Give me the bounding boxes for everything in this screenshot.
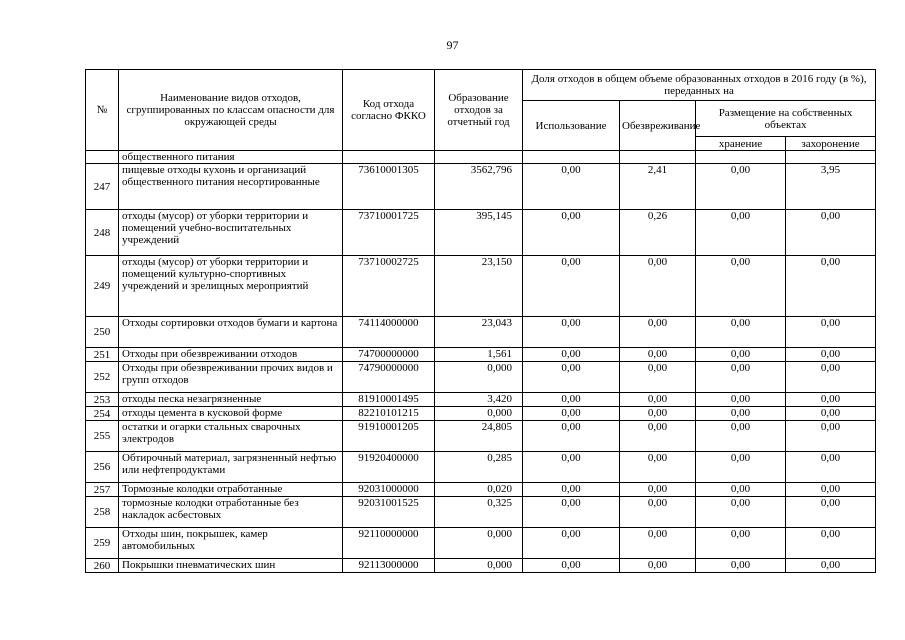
- header-no: №: [86, 70, 119, 151]
- header-formation: Образование отходов за отчетный год: [435, 70, 523, 151]
- neutralization-share: 0,26: [620, 210, 696, 256]
- storage-share: 0,00: [696, 164, 786, 210]
- waste-code: 74700000000: [343, 348, 435, 362]
- waste-name: отходы песка незагрязненные: [119, 393, 343, 407]
- burial-share: 0,00: [786, 559, 876, 573]
- formation-amount: 1,561: [435, 348, 523, 362]
- formation-amount: 395,145: [435, 210, 523, 256]
- continuation-text: общественного питания: [119, 151, 343, 164]
- storage-share: 0,00: [696, 483, 786, 497]
- use-share: 0,00: [523, 452, 620, 483]
- neutralization-share: 0,00: [620, 348, 696, 362]
- row-number: 255: [86, 421, 119, 452]
- formation-amount: 0,000: [435, 528, 523, 559]
- neutralization-share: 0,00: [620, 483, 696, 497]
- waste-code: 91920400000: [343, 452, 435, 483]
- burial-share: 0,00: [786, 256, 876, 317]
- neutralization-share: 0,00: [620, 317, 696, 348]
- burial-share: 0,00: [786, 421, 876, 452]
- use-share: 0,00: [523, 317, 620, 348]
- burial-share: 0,00: [786, 210, 876, 256]
- table-row: [86, 393, 876, 407]
- table-body: [86, 151, 876, 573]
- continuation-row: [86, 151, 876, 164]
- row-number: 253: [86, 393, 119, 407]
- table-row: [86, 362, 876, 393]
- storage-share: 0,00: [696, 317, 786, 348]
- table-row: [86, 483, 876, 497]
- header-placement: Размещение на собственных объектах: [696, 101, 876, 137]
- waste-code: 73710001725: [343, 210, 435, 256]
- neutralization-share: 0,00: [620, 393, 696, 407]
- storage-share: 0,00: [696, 210, 786, 256]
- use-share: 0,00: [523, 497, 620, 528]
- waste-code: 81910001495: [343, 393, 435, 407]
- table-row: [86, 497, 876, 528]
- use-share: 0,00: [523, 256, 620, 317]
- waste-name: отходы (мусор) от уборки территории и помещений учебно-воспитательных учреждений: [119, 210, 343, 256]
- use-share: 0,00: [523, 348, 620, 362]
- row-number: 256: [86, 452, 119, 483]
- neutralization-share: 0,00: [620, 528, 696, 559]
- row-number: 251: [86, 348, 119, 362]
- row-number: 259: [86, 528, 119, 559]
- formation-amount: 0,000: [435, 362, 523, 393]
- waste-code: 73610001305: [343, 164, 435, 210]
- use-share: 0,00: [523, 362, 620, 393]
- formation-amount: 0,285: [435, 452, 523, 483]
- formation-amount: 0,325: [435, 497, 523, 528]
- header-burial: захоронение: [786, 137, 876, 151]
- use-share: 0,00: [523, 210, 620, 256]
- burial-share: 0,00: [786, 452, 876, 483]
- storage-share: 0,00: [696, 559, 786, 573]
- formation-amount: 3,420: [435, 393, 523, 407]
- burial-share: 0,00: [786, 393, 876, 407]
- waste-name: Отходы при обезвреживании отходов: [119, 348, 343, 362]
- waste-code: 92113000000: [343, 559, 435, 573]
- storage-share: 0,00: [696, 421, 786, 452]
- burial-share: 0,00: [786, 362, 876, 393]
- formation-amount: 23,150: [435, 256, 523, 317]
- row-number: 252: [86, 362, 119, 393]
- waste-name: Тормозные колодки отработанные: [119, 483, 343, 497]
- waste-name: Отходы сортировки отходов бумаги и картона: [119, 317, 343, 348]
- use-share: 0,00: [523, 164, 620, 210]
- neutralization-share: 0,00: [620, 362, 696, 393]
- waste-name: Отходы шин, покрышек, камер автомобильных: [119, 528, 343, 559]
- use-share: 0,00: [523, 407, 620, 421]
- row-number: 257: [86, 483, 119, 497]
- neutralization-share: 0,00: [620, 407, 696, 421]
- burial-share: 0,00: [786, 497, 876, 528]
- use-share: 0,00: [523, 528, 620, 559]
- waste-code: 92031001525: [343, 497, 435, 528]
- storage-share: 0,00: [696, 528, 786, 559]
- table-row: [86, 348, 876, 362]
- burial-share: 0,00: [786, 348, 876, 362]
- waste-code: 91910001205: [343, 421, 435, 452]
- waste-name: отходы цемента в кусковой форме: [119, 407, 343, 421]
- header-neutral: Обезвреживание: [620, 101, 696, 151]
- neutralization-share: 0,00: [620, 559, 696, 573]
- use-share: 0,00: [523, 393, 620, 407]
- formation-amount: 0,020: [435, 483, 523, 497]
- table-row: [86, 256, 876, 317]
- waste-code: 82210101215: [343, 407, 435, 421]
- storage-share: 0,00: [696, 452, 786, 483]
- burial-share: 0,00: [786, 528, 876, 559]
- table-header: [86, 70, 876, 151]
- waste-name: отходы (мусор) от уборки территории и помещений культурно-спортивных учреждений и зрелищных мероприятий: [119, 256, 343, 317]
- waste-code: 74790000000: [343, 362, 435, 393]
- storage-share: 0,00: [696, 362, 786, 393]
- use-share: 0,00: [523, 559, 620, 573]
- waste-name: пищевые отходы кухонь и организаций общественного питания несортированные: [119, 164, 343, 210]
- waste-table: [85, 69, 876, 573]
- neutralization-share: 0,00: [620, 421, 696, 452]
- storage-share: 0,00: [696, 348, 786, 362]
- formation-amount: 23,043: [435, 317, 523, 348]
- formation-amount: 0,000: [435, 559, 523, 573]
- storage-share: 0,00: [696, 407, 786, 421]
- neutralization-share: 0,00: [620, 497, 696, 528]
- storage-share: 0,00: [696, 497, 786, 528]
- use-share: 0,00: [523, 421, 620, 452]
- storage-share: 0,00: [696, 256, 786, 317]
- burial-share: 0,00: [786, 317, 876, 348]
- table-row: [86, 210, 876, 256]
- table-row: [86, 528, 876, 559]
- table-row: [86, 317, 876, 348]
- header-share: Доля отходов в общем объеме образованных отходов в 2016 году (в %), переданных на: [523, 70, 876, 101]
- header-name: Наименование видов отходов, сгруппированных по классам опасности для окружающей среды: [119, 70, 343, 151]
- table-row: [86, 164, 876, 210]
- formation-amount: 0,000: [435, 407, 523, 421]
- waste-code: 92031000000: [343, 483, 435, 497]
- burial-share: 0,00: [786, 407, 876, 421]
- neutralization-share: 2,41: [620, 164, 696, 210]
- waste-name: тормозные колодки отработанные без накладок асбестовых: [119, 497, 343, 528]
- formation-amount: 24,805: [435, 421, 523, 452]
- storage-share: 0,00: [696, 393, 786, 407]
- burial-share: 0,00: [786, 483, 876, 497]
- waste-name: Обтирочный материал, загрязненный нефтью или нефтепродуктами: [119, 452, 343, 483]
- row-number: 247: [86, 164, 119, 210]
- row-number: 258: [86, 497, 119, 528]
- header-use: Использование: [523, 101, 620, 151]
- table-row: [86, 452, 876, 483]
- waste-name: Покрышки пневматических шин: [119, 559, 343, 573]
- row-number: 248: [86, 210, 119, 256]
- header-storage: хранение: [696, 137, 786, 151]
- neutralization-share: 0,00: [620, 256, 696, 317]
- table-row: [86, 407, 876, 421]
- waste-name: остатки и огарки стальных сварочных электродов: [119, 421, 343, 452]
- neutralization-share: 0,00: [620, 452, 696, 483]
- waste-code: 92110000000: [343, 528, 435, 559]
- page-number: 97: [446, 38, 459, 52]
- row-number: 249: [86, 256, 119, 317]
- row-number: 250: [86, 317, 119, 348]
- table-row: [86, 421, 876, 452]
- burial-share: 3,95: [786, 164, 876, 210]
- formation-amount: 3562,796: [435, 164, 523, 210]
- waste-code: 74114000000: [343, 317, 435, 348]
- table-row: [86, 559, 876, 573]
- waste-code: 73710002725: [343, 256, 435, 317]
- header-code: Код отхода согласно ФККО: [343, 70, 435, 151]
- waste-name: Отходы при обезвреживании прочих видов и групп отходов: [119, 362, 343, 393]
- row-number: 254: [86, 407, 119, 421]
- use-share: 0,00: [523, 483, 620, 497]
- row-number: 260: [86, 559, 119, 573]
